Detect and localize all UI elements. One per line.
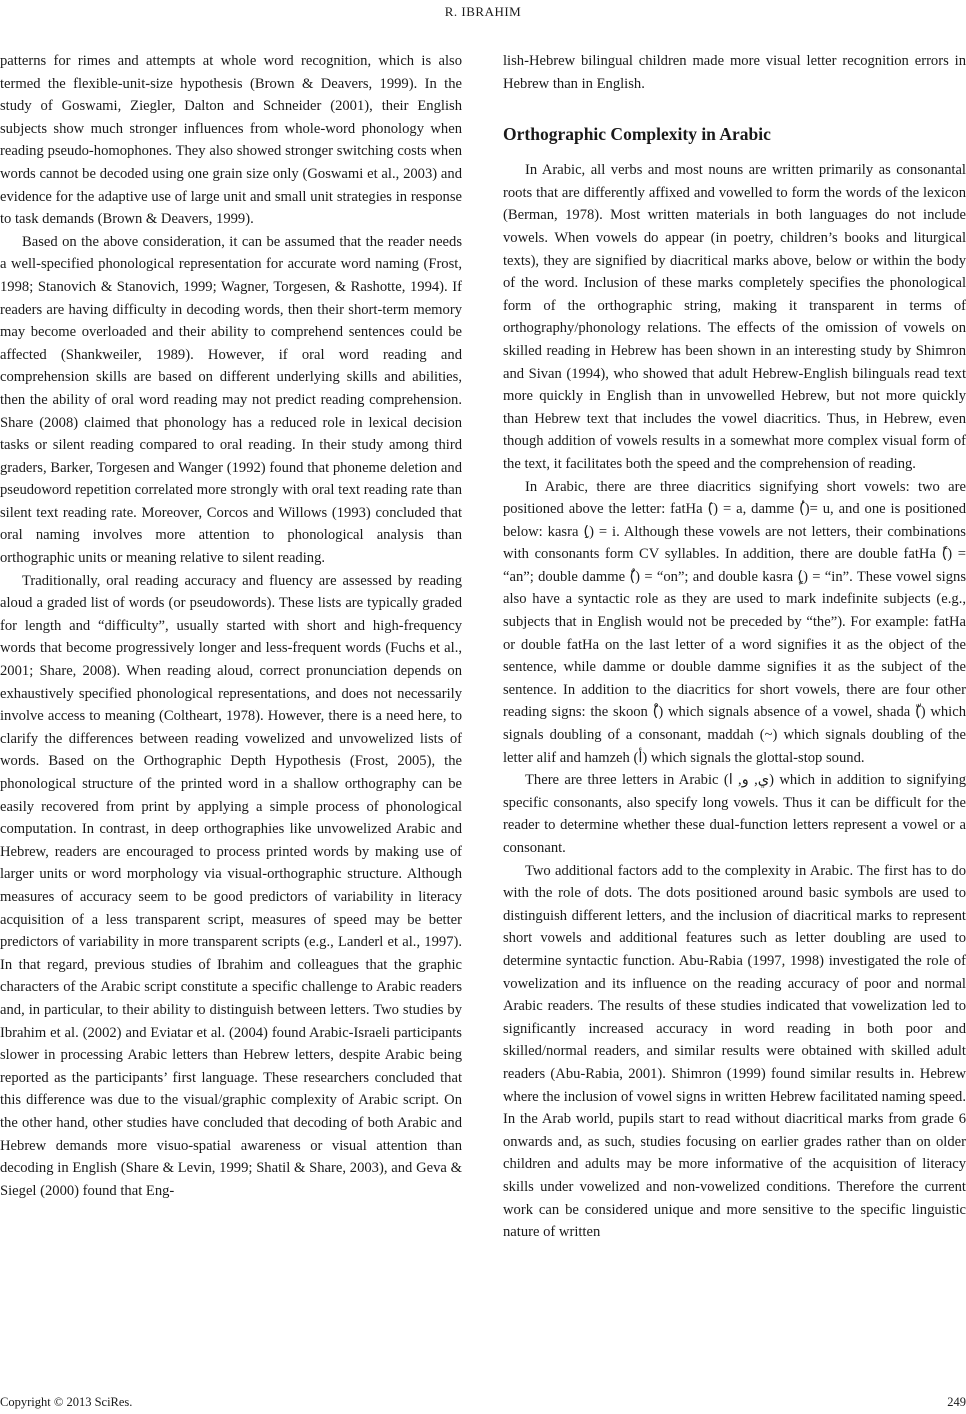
paragraph: In Arabic, all verbs and most nouns are written primarily as consonantal roots that are differently affixed and vowelled to form the words of the lexicon (Berman, 1978). Most written materials in both languages do not include vowels. When vowels do appear (in poetry, children’s books and liturgical texts), they are signified by diacritical marks above, below or within the body of the word. Inclusion of these marks completely specifies the phonological form of the orthographic string, making it transparent in terms of orthography/phonology relations. The effects of the omission of vowels on skilled reading in Hebrew has been shown in an interesting study by Shimron and Sivan (1994), who showed that adult Hebrew-English bilinguals read text more quickly in English than in unvowelled Hebrew, but not more quickly than Hebrew text that includes the vowel diacritics. Thus, in Hebrew, even though addition of vowels results in a somewhat more complex visual form of the text, it facilitates both the speed and the comprehension of reading.: [503, 162, 966, 472]
page-number: 249: [947, 1395, 966, 1409]
paragraph: In Arabic, there are three diacritics signifying short vowels: two are positioned above the letter: fatHa (َ) = a, damme (ُ)= u, and one is positioned below: kasra (ِ) = i. Although these vowels are not letters, their combinations with consonants form CV syllables. In addition, there are double fatHa (ً) = “an”; double damme (ٌ) = “on”; and double kasra (ٍ) = “in”. These vowel signs also have a syntactic role as they are used to mark indefinite subjects (e.g., subjects that in English would not be preceded by “the”). For example: fatHa or double fatHa on the last letter of a word signifies it as the object of the sentence, while damme or double damme signifies it as the subject of the sentence. In addition to the diacritics for short vowels, there are four other reading signs: the skoon (ْ) which signals absence of a vowel, shada (ّ) which signals doubling of a consonant, maddah (~) which signals doubling of the letter alif and hamzeh (أ) which signals the glottal-stop sound.: [503, 478, 966, 766]
paragraph: Based on the above consideration, it can be assumed that the reader needs a well-specified phonological representation for accurate word naming (Frost, 1998; Stanovich & Stanovich, 1999; Wagner, Torgesen, & Rashotte, 1994). If readers are having difficulty in decoding words, then their short-term memory may become overloaded and their ability to comprehend sentences could be affected (Shankweiler, 1989). However, if oral word reading and comprehension skills are based on different underlying skills and abilities, then the ability of oral word reading may not predict reading comprehension. Share (2008) claimed that phonology has a reduced role in lexical decision tasks or silent reading compared to oral reading. In their study among third graders, Barker, Torgesen and Wanger (1992) found that phoneme deletion and pseudoword repetition correlated more strongly with oral text reading rate than silent text reading rate. Moreover, Corcos and Willows (1993) concluded that oral naming involves more attention to phonological analysis than orthographic units or meaning relative to silent reading.: [0, 233, 462, 567]
copyright-notice: Copyright © 2013 SciRes.: [0, 1395, 133, 1409]
right-column: [503, 50, 966, 1244]
paragraph: Traditionally, oral reading accuracy and fluency are assessed by reading aloud a graded list of words (or pseudowords). These lists are typically graded for length and “difficulty”, usually started with short and high-frequency words that become progressively longer and less-frequent words (Fuchs et al., 2001; Share, 2008). When reading aloud, correct pronunciation depends on exhaustively specified phonological representations, and does not necessarily involve access to meaning (Coltheart, 1978). However, there is a need here, to clarify the differences between reading vowelized and unvowelized lists of words. Based on the Orthographic Depth Hypothesis (Frost, 2005), the phonological structure of the printed word in a shallow orthography can be easily recovered from print by applying a simple process of phonological computation. In contrast, in deep orthographies like unvowelized Arabic and Hebrew, readers are encouraged to process printed words by making use of larger units or word morphology via visual-orthographic structure. Although measures of accuracy seem to be good predictors of variability in literacy acquisition of a less transparent script, measures of speed may be better predictors of variability in more transparent scripts (e.g., Landerl et al., 1997). In that regard, previous studies of Ibrahim and colleagues that the graphic characters of the Arabic script constitute a specific challenge to Arabic readers and, in particular, to their ability to distinguish between letters. Two studies by Ibrahim et al. (2002) and Eviatar et al. (2004) found Arabic-Israeli participants slower in processing Arabic letters than Hebrew letters, despite Arabic being reported as the participants’ first language. These researchers concluded that this difference was due to the visual/graphic complexity of Arabic script. On the other hand, other studies have concluded that decoding of both Arabic and Hebrew demands more visuo-spatial awareness or visual attention than decoding in English (Share & Levin, 1999; Shatil & Share, 2003), and Geva & Siegel (2000) found that Eng-: [0, 572, 462, 1199]
running-header: R. IBRAHIM: [444, 4, 522, 19]
paragraph: Two additional factors add to the complexity in Arabic. The first has to do with the role of dots. The dots positioned around basic symbols are used to distinguish different letters, and the inclusion of diacritical marks to represent short vowels and additional features such as letter doubling are used to determine syntactic function. Abu-Rabia (1997, 1998) investigated the role of vowelization and its influence on the reading accuracy of poor and normal Arabic readers. The results of these studies indicated that vowelization led to significantly increased accuracy in word reading in both poor and skilled/normal readers, and similar results were obtained with skilled adult readers (Abu-Rabia, 2001). Shimron (1999) found similar results in. Hebrew where the inclusion of vowel signs in written Hebrew facilitated naming speed. In the Arab world, pupils start to read without diacritical marks from grade 6 onwards and, as such, studies focusing on earlier grades rather than on older children and adults may be more informative of the acquisition of literacy skills under vowelized and non-vowelized conditions. Therefore the current work can be considered unique and more sensitive to the specific linguistic nature of written: [503, 862, 966, 1241]
paragraph: lish-Hebrew bilingual children made more visual letter recognition errors in Hebrew than in English.: [503, 53, 966, 92]
left-column: [0, 50, 462, 1202]
paragraph: There are three letters in Arabic (ي, و, ا) which in addition to signifying specific consonants, also specify long vowels. Thus it can be difficult for the reader to determine whether these dual-function letters represent a vowel or a consonant.: [503, 772, 966, 856]
section-heading: Orthographic Complexity in Arabic: [503, 124, 771, 145]
paragraph: patterns for rimes and attempts at whole word recognition, which is also termed the flexible-unit-size hypothesis (Brown & Deavers, 1999). In the study of Goswami, Ziegler, Dalton and Schneider (2001), their English subjects show much stronger influences from whole-word phonology when reading pseudo-homophones. They also showed stronger switching costs when words cannot be decoded using one grain size only (Goswami et al., 2003) and evidence for the adaptive use of large unit and small unit strategies in response to task demands (Brown & Deavers, 1999).: [0, 53, 462, 228]
